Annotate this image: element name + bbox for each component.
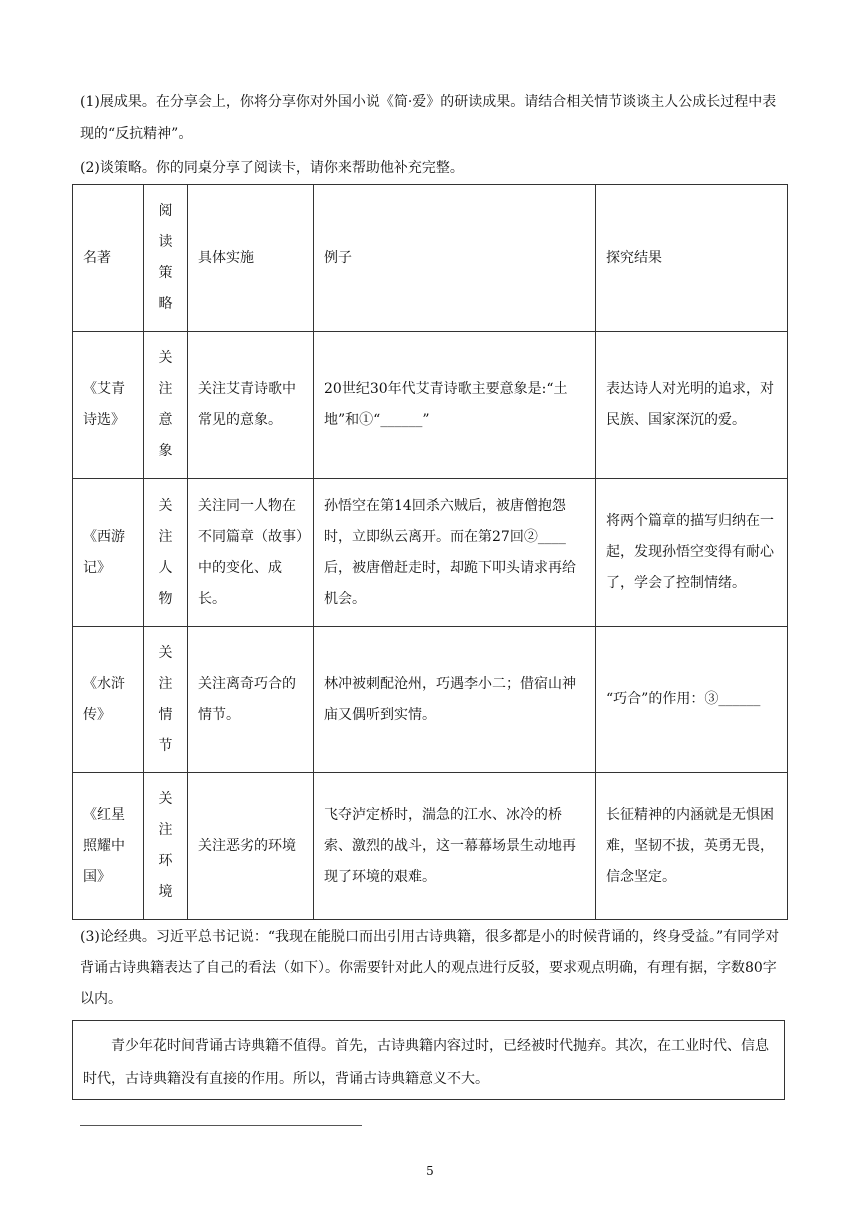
footnote-divider bbox=[80, 1125, 362, 1126]
cell-result: 长征精神的内涵就是无惧困难，坚韧不拔，英勇无畏，信念坚定。 bbox=[596, 773, 788, 920]
reading-card-table bbox=[72, 184, 788, 920]
table-row bbox=[73, 627, 788, 773]
header-strategy: 阅读策略 bbox=[158, 203, 173, 312]
cell-method: 关注同一人物在不同篇章（故事）中的变化、成长。 bbox=[188, 479, 314, 627]
opinion-quote-box: 青少年花时间背诵古诗典籍不值得。首先，古诗典籍内容过时，已经被时代抛弃。其次，在工业时代、信息时代，古诗典籍没有直接的作用。所以，背诵古诗典籍意义不大。 bbox=[72, 1020, 785, 1100]
page-number: 5 bbox=[426, 1164, 434, 1178]
cell-method: 关注恶劣的环境 bbox=[188, 773, 314, 920]
cell-example: 林冲被刺配沧州，巧遇李小二；借宿山神庙又偶听到实情。 bbox=[314, 627, 596, 773]
cell-result: “巧合”的作用：③______ bbox=[596, 627, 788, 773]
cell-example: 飞夺泸定桥时，湍急的江水、冰冷的桥索、激烈的战斗，这一幕幕场景生动地再现了环境的艰难。 bbox=[314, 773, 596, 920]
table-row bbox=[73, 773, 788, 920]
cell-result: 将两个篇章的描写归纳在一起，发现孙悟空变得有耐心了，学会了控制情绪。 bbox=[596, 479, 788, 627]
cell-book: 《红星照耀中国》 bbox=[73, 773, 144, 920]
table-row bbox=[73, 479, 788, 627]
cell-strategy: 关注环境 bbox=[158, 791, 173, 900]
header-result: 探究结果 bbox=[596, 185, 788, 332]
cell-strategy: 关注情节 bbox=[158, 644, 173, 754]
table-header-row bbox=[73, 185, 788, 332]
header-example: 例子 bbox=[314, 185, 596, 332]
cell-example: 20世纪30年代艾青诗歌主要意象是:“土地”和①“______” bbox=[314, 332, 596, 479]
cell-method: 关注离奇巧合的情节。 bbox=[188, 627, 314, 773]
cell-example: 孙悟空在第14回杀六贼后，被唐僧抱怨时，立即纵云离开。而在第27回②____后，被唐僧赶走时，却跪下叩头请求再给机会。 bbox=[314, 479, 596, 627]
cell-book: 《西游记》 bbox=[73, 479, 144, 627]
question-3-text: (3)论经典。习近平总书记说：“我现在能脱口而出引用古诗典籍，很多都是小的时候背诵的，终身受益。”有同学对背诵古诗典籍表达了自己的看法（如下）。你需要针对此人的观点进行反驳，要求观点明确，有理有据，字数80字以内。 bbox=[80, 929, 780, 1007]
header-method: 具体实施 bbox=[188, 185, 314, 332]
header-book: 名著 bbox=[73, 185, 144, 332]
cell-result: 表达诗人对光明的追求，对民族、国家深沉的爱。 bbox=[596, 332, 788, 479]
table-row bbox=[73, 332, 788, 479]
cell-book: 《艾青诗选》 bbox=[73, 332, 144, 479]
cell-book: 《水浒传》 bbox=[73, 627, 144, 773]
cell-method: 关注艾青诗歌中常见的意象。 bbox=[188, 332, 314, 479]
cell-strategy: 关注意象 bbox=[158, 350, 173, 459]
cell-strategy: 关注人物 bbox=[158, 497, 173, 607]
question-1-text: (1)展成果。在分享会上，你将分享你对外国小说《简·爱》的研读成果。请结合相关情节谈谈主人公成长过程中表现的“反抗精神”。 bbox=[80, 94, 777, 142]
question-2-text: (2)谈策略。你的同桌分享了阅读卡，请你来帮助他补充完整。 bbox=[80, 160, 464, 176]
